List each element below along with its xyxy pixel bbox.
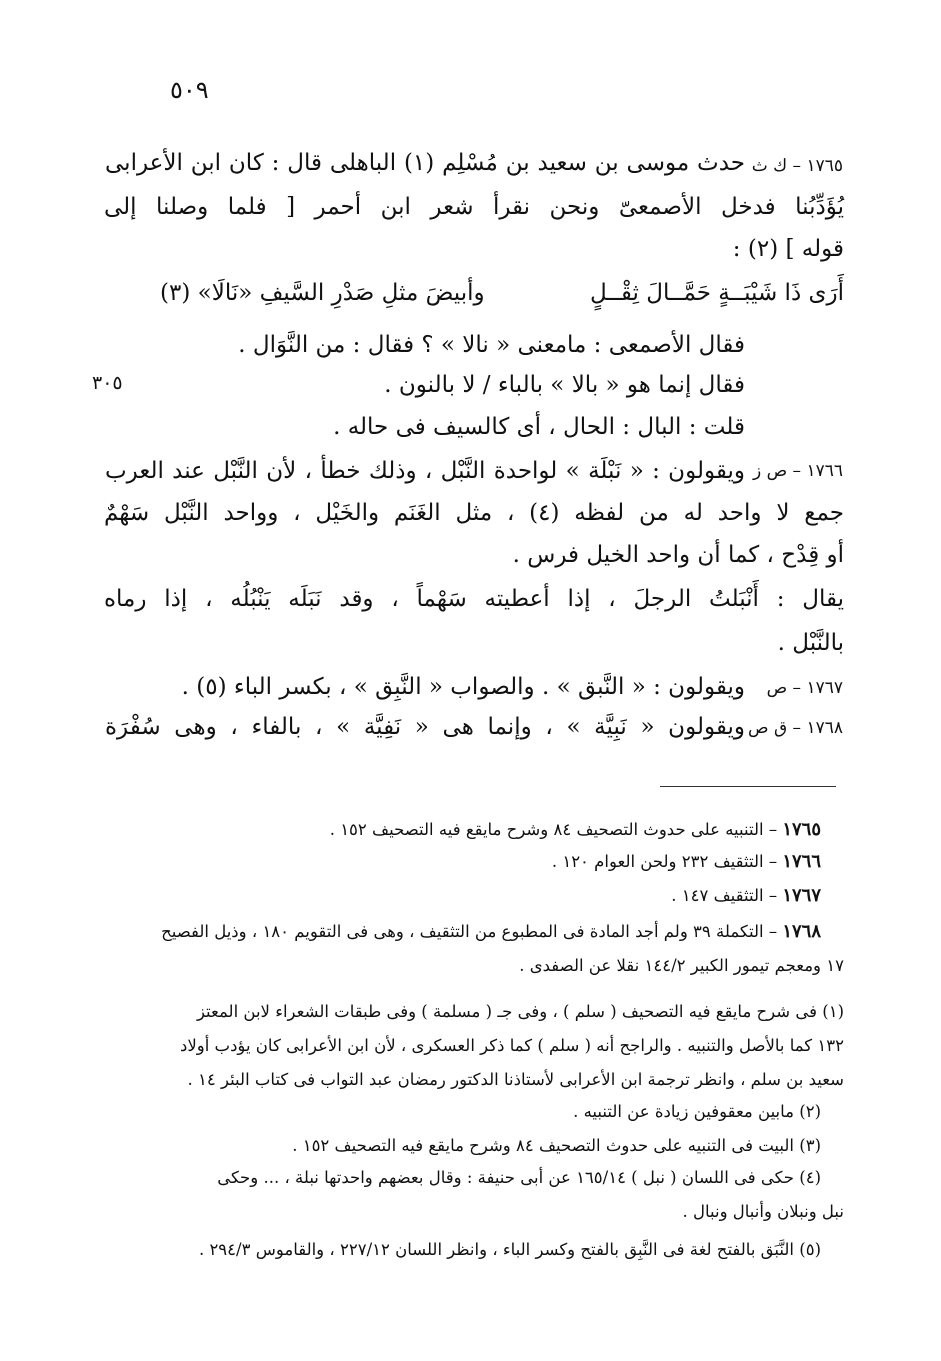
footnote-2: (٢) مابين معقوفين زيادة عن التنبيه . [573,1102,821,1121]
body-line-1: حدث موسى بن سعيد بن مُسْلِم (١) الباهلى قال : كان ابن الأعرابى [105,150,745,176]
body-line-8: جمع لا واحد له من لفظه (٤) ، مثل الغَنَم والخَيْل ، وواحد النَّبْل سَهْمٌ [104,500,844,526]
footnote-4-line-2: نبل ونبلان وأنبال ونبال . [682,1202,844,1221]
body-line-10: يقال : أَنْبَلتُ الرجلَ ، إذا أعطيته سَهْماً ، وقد نَبَلَه يَنْبُلُه ، إذا رماه [104,586,844,612]
body-line-11: بالنَّبْل . [777,630,844,656]
entry-label-1765: ١٧٦٥ – ك ث [751,156,843,176]
body-line-2: يُؤَدِّبُنا فدخل الأصمعىّ ونحن نقرأ شعر ابن أحمر [ فلما وصلنا إلى [104,194,844,220]
source-ref-text: – التنبيه على حدوث التصحيف ٨٤ وشرح مايقع فيه التصحيف ١٥٢ . [329,820,783,839]
source-ref-number: ١٧٦٦ [782,851,821,872]
entry-label-1766: ١٧٦٦ – ص ز [752,461,843,481]
source-ref-number: ١٧٦٥ [782,819,821,840]
source-ref-1767 [671,884,821,908]
source-ref-1768 [161,920,821,944]
footnote-4-line-1: (٤) حكى فى اللسان ( نبل ) ١٦٥/١٤ عن أبى حنيفة : وقال بعضهم واحدتها نبلة ، ... وحكى [217,1168,821,1187]
body-line-3: قوله ] (٢) : [732,236,844,262]
footnote-1-line-1: (١) فى شرح مايقع فيه التصحيف ( سلم ) ، وفى جـ ( مسلمة ) وفى طبقات الشعراء لابن المعتز [196,1002,844,1021]
source-ref-1765 [330,818,821,842]
verse-first-hemistich: أَرَى ذَا شَيْبَــةٍ حَمَّــالَ ثِقْــلٍ [590,280,844,306]
source-ref-text: – التثقيف ٢٣٢ ولحن العوام ١٢٠ . [551,852,783,871]
footnote-1-line-2: ١٣٢ كما بالأصل والتنبيه . والراجح أنه ( سلم ) كما ذكر العسكرى ، لأن ابن الأعرابى كان يؤدب أولاد [180,1036,844,1055]
footnote-5: (٥) النَّبَق بالفتح لغة فى النَّبِق بالفتح وكسر الباء ، وانظر اللسان ٢٢٧/١٢ ، والقاموس ٢٩٤/٣ . [198,1240,821,1259]
verse-second-hemistich: وأبيضَ مثلِ صَدْرِ السَّيفِ «نَالَا» (٣) [160,280,485,306]
source-ref-text: – التكملة ٣٩ ولم أجد المادة فى المطبوع من التثقيف ، وهى فى التقويم ١٨٠ ، وذيل الفصيح [161,922,783,941]
page-number: ٥٠٩ [170,76,209,104]
entry-label-1768: ١٧٦٨ – ق ص [748,718,843,738]
body-line-13: ويقولون « نَبِيَّة » ، وإنما هى « نَفِيَّة » ، بالفاء ، وهى سُفْرَة [105,714,745,740]
footnote-1-line-3: سعيد بن سلم ، وانظر ترجمة ابن الأعرابى لأستاذنا الدكتور رمضان عبد التواب فى كتاب البئر ١٤ . [187,1070,844,1089]
source-ref-number: ١٧٦٨ [782,921,821,942]
source-ref-1766 [552,850,821,874]
entry-label-1767: ١٧٦٧ – ص [766,678,843,698]
footnote-separator [660,786,836,787]
body-line-12: ويقولون : « النَّبق » . والصواب « النَّبِق » ، بكسر الباء (٥) . [181,674,745,700]
source-ref-number: ١٧٦٧ [782,885,821,906]
margin-reference-number: ٣٠٥ [92,372,123,394]
body-line-6: قلت : البال : الحال ، أى كالسيف فى حاله . [333,414,745,440]
source-ref-text: – التثقيف ١٤٧ . [671,886,783,905]
body-line-7: ويقولون : « نَبْلَة » لواحدة النَّبْل ، وذلك خطأ ، لأن النَّبْل عند العرب [105,458,745,484]
source-ref-continuation: ١٧ ومعجم تيمور الكبير ١٤٤/٢ نقلا عن الصفدى . [519,956,844,975]
body-line-9: أو قِدْح ، كما أن واحد الخيل فرس . [512,542,844,568]
footnote-3: (٣) البيت فى التنبيه على حدوث التصحيف ٨٤ وشرح مايقع فيه التصحيف ١٥٢ . [292,1136,821,1155]
body-line-5: فقال إنما هو « بالا » بالباء / لا بالنون . [384,372,745,398]
body-line-4: فقال الأصمعى : مامعنى « نالا » ؟ فقال : من النَّوَال . [238,332,745,358]
